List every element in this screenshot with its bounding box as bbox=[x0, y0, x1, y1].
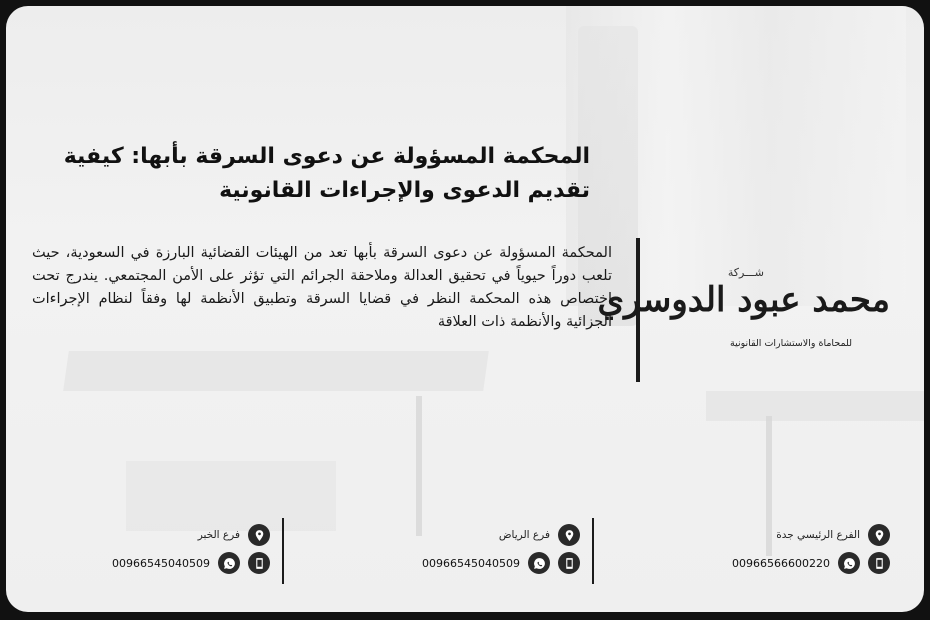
whatsapp-icon[interactable] bbox=[838, 552, 860, 574]
logo-name: محمد عبود الدوسري bbox=[597, 280, 890, 320]
branch-khobar bbox=[70, 518, 270, 582]
branch-label: الفرع الرئيسي جدة bbox=[776, 529, 860, 541]
background-desk bbox=[63, 351, 489, 391]
whatsapp-icon[interactable] bbox=[528, 552, 550, 574]
page-title: المحكمة المسؤولة عن دعوى السرقة بأبها: كيفية تقديم الدعوى والإجراءات القانونية bbox=[63, 144, 590, 203]
branch-riyadh bbox=[380, 518, 580, 582]
whatsapp-icon[interactable] bbox=[218, 552, 240, 574]
branch-phone[interactable]: 00966566600220 bbox=[732, 556, 830, 570]
branch-phone[interactable]: 00966545040509 bbox=[112, 556, 210, 570]
location-pin-icon bbox=[248, 524, 270, 546]
location-pin-icon bbox=[868, 524, 890, 546]
branch-jeddah bbox=[690, 518, 890, 582]
background-desk-leg bbox=[416, 396, 422, 536]
branch-separator bbox=[592, 518, 594, 584]
branch-label: فرع الخبر bbox=[197, 529, 240, 541]
mobile-phone-icon bbox=[868, 552, 890, 574]
article-summary: المحكمة المسؤولة عن دعوى السرقة بأبها تعد من الهيئات القضائية البارزة في السعودية، حيث تلعب دوراً حيوياً في تحقيق العدالة وملاحقة الجرائم التي تؤثر على الأمن المجتمعي. يندرج تحت اختصاص هذه المحكمة النظر في قضايا السرقة وتطبيق الأنظمة لها وفقاً لنظام الإجراءات الجزائية والأنظمة ذات العلاقة bbox=[32, 245, 612, 330]
background-desk-right bbox=[706, 391, 924, 421]
company-logo bbox=[597, 262, 904, 362]
logo-prefix: شـــركة bbox=[727, 266, 764, 279]
logo-tagline: للمحاماة والاستشارات القانونية bbox=[730, 338, 852, 349]
mobile-phone-icon bbox=[248, 552, 270, 574]
location-pin-icon bbox=[558, 524, 580, 546]
branch-phone[interactable]: 00966545040509 bbox=[422, 556, 520, 570]
mobile-phone-icon bbox=[558, 552, 580, 574]
branch-separator bbox=[282, 518, 284, 584]
branch-label: فرع الرياض bbox=[498, 529, 550, 541]
